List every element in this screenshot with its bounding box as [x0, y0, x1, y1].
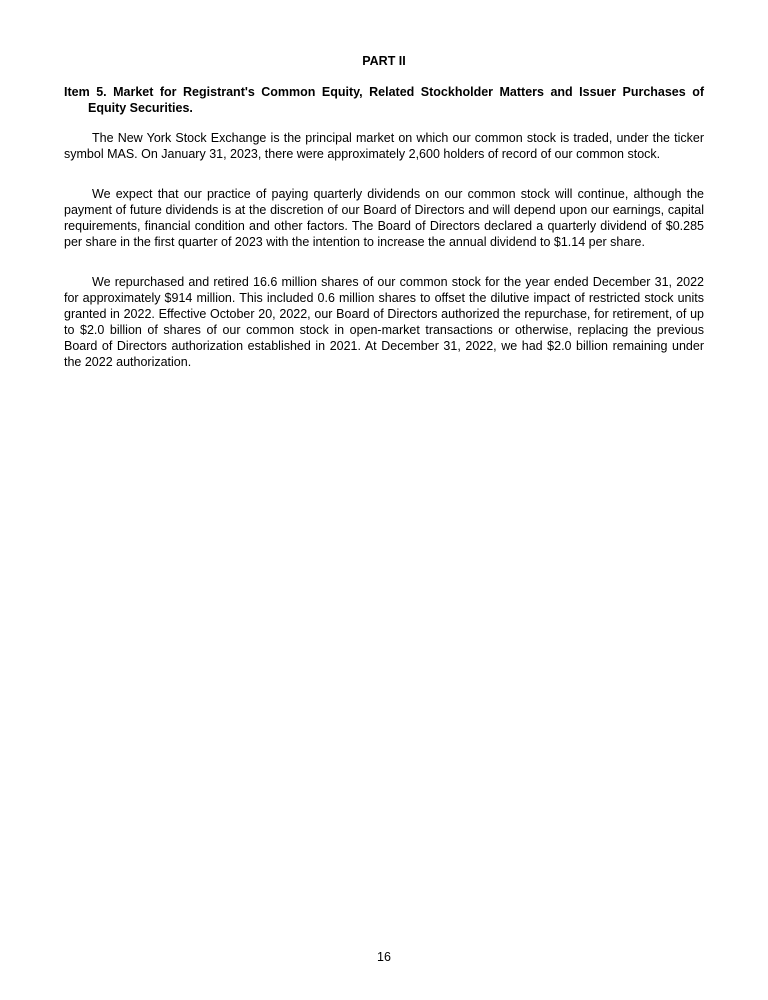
paragraph-dividends: We expect that our practice of paying quarterly dividends on our common stock will continue, although the payment of future dividends is at the discretion of our Board of Directors and will depend upon our earnings, capital requirements, financial condition and other factors. The Board of Directors declared a quarterly dividend of $0.285 per share in the first quarter of 2023 with the intention to increase the annual dividend to $1.14 per share. — [64, 187, 704, 249]
paragraph-stock-exchange: The New York Stock Exchange is the principal market on which our common stock is traded, under the ticker symbol MAS. On January 31, 2023, there were approximately 2,600 holders of record of our common stock. — [64, 131, 704, 161]
part-heading: PART II — [362, 54, 406, 68]
page-number: 16 — [377, 950, 391, 964]
item-heading: Item 5. Market for Registrant's Common Equity, Related Stockholder Matters and Issuer Purchases of Equity Securities. — [64, 85, 704, 115]
paragraph-repurchases: We repurchased and retired 16.6 million shares of our common stock for the year ended December 31, 2022 for approximately $914 million. This included 0.6 million shares to offset the dilutive impact of restricted stock units granted in 2022. Effective October 20, 2022, our Board of Directors authorized the repurchase, for retirement, of up to $2.0 billion of shares of our common stock in open-market transactions or otherwise, replacing the previous Board of Directors authorization established in 2021. At December 31, 2022, we had $2.0 billion remaining under the 2022 authorization. — [64, 275, 704, 369]
